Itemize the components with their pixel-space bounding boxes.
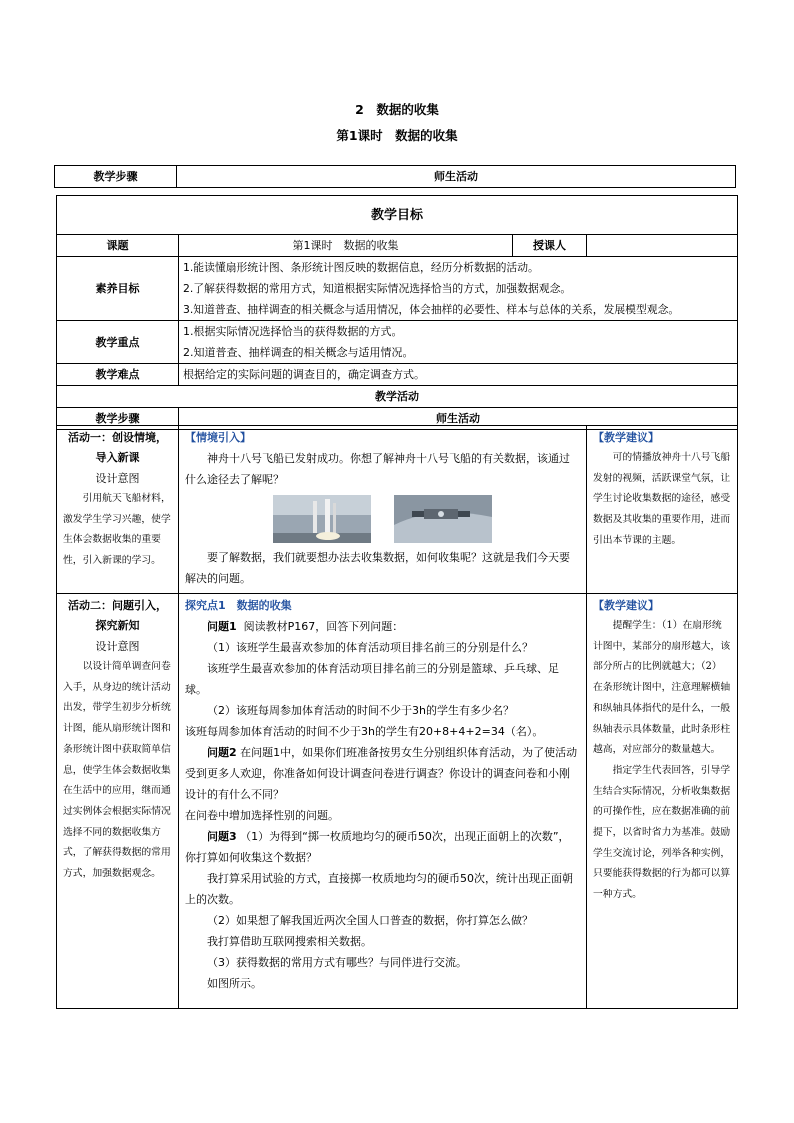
- activity2-suggestion-text-1: 提醒学生：（1）在扇形统计图中，某部分的扇形越大，该部分所占的比例就越大；（2）在条形统计图中，注意理解横轴和纵轴具体指代的是什么，一般纵轴表示具体数量，此时条形柱越高，对应部分的数量越大。: [593, 620, 731, 756]
- main-table: [56, 195, 738, 430]
- header-step-cell: 教学步骤: [55, 166, 177, 188]
- topic-label: 课题: [57, 235, 179, 257]
- activity1-content-cell: [179, 426, 587, 594]
- answer-3-part-2: 我打算借助互联网搜索相关数据。: [207, 935, 372, 948]
- difficult-points-value: 根据给定的实际问题的调查目的，确定调查方式。: [179, 364, 738, 386]
- lesson-title: 2 数据的收集: [355, 102, 439, 117]
- literacy-label: 素养目标: [57, 257, 179, 321]
- key-point-item: 1.根据实际情况选择恰当的获得数据的方式。: [183, 325, 403, 338]
- activity1-paragraph-1: 神舟十八号飞船已发射成功。你想了解神舟十八号飞船的有关数据，该通过什么途径去了解呢？: [185, 452, 570, 486]
- activities-table: [56, 425, 738, 1009]
- activity1-design-text: 引用航天飞船材料，激发学生学习兴趣，使学生体会数据收集的重要性，引入新课的学习。: [63, 493, 171, 567]
- key-points: [179, 321, 738, 364]
- activity1-design-label: 设计意图: [95, 472, 140, 485]
- literacy-goal-item: 2.了解获得数据的常用方式，知道根据实际情况选择恰当的方式，加强数据观念。: [183, 282, 572, 295]
- answer-2: 在问卷中增加选择性别的问题。: [185, 809, 339, 822]
- answer-3-part-1: 我打算采用试验的方式，直接掷一枚质地均匀的硬币50次，统计出现正面朝上的次数。: [185, 872, 573, 906]
- activity1-suggestion-text: 可的情播放神舟十八号飞船发射的视频，活跃课堂气氛，让学生讨论收集数据的途径，感受数据及其收集的重要作用，进而引出本节课的主题。: [593, 452, 731, 546]
- question-3-part-2: （2）如果想了解我国近两次全国人口普查的数据，你打算怎么做？: [207, 914, 533, 927]
- activity2-design-text: 以设计简单调查问卷入手，从身边的统计活动出发，带学生初步分析统计图，能从扇形统计图和条形统计图中获取简单信息，使学生体会数据收集在生活中的应用，继而通过实例体会根据实际情况选择不同的数据收集方式，了解获得数据的常用方式，加强数据观念。: [63, 661, 171, 880]
- activity1-paragraph-2: 要了解数据，我们就要想办法去收集数据，如何收集呢？这就是我们今天要解决的问题。: [185, 551, 570, 585]
- key-points-label: 教学重点: [57, 321, 179, 364]
- activity2-title: 活动二：问题引入，探究新知: [68, 599, 167, 632]
- situation-intro-tag: 【情境引入】: [185, 431, 251, 444]
- question-3-text: （1）为得到“掷一枚质地均匀的硬币50次，出现正面朝上的次数”，你打算如何收集这个数据？: [185, 830, 570, 864]
- activity2-suggestion-tag: 【教学建议】: [593, 599, 659, 612]
- literacy-goal-item: 3.知道普查、抽样调查的相关概念与适用情况，体会抽样的必要性、样本与总体的关系，发展模型观念。: [183, 303, 680, 316]
- answer-1-part-1: 该班学生最喜欢参加的体育活动项目排名前三的分别是篮球、乒乓球、足球。: [185, 662, 559, 696]
- activity2-design-label: 设计意图: [95, 640, 140, 653]
- question-3: [185, 826, 580, 868]
- activity1-title: 活动一：创设情境，导入新课: [68, 431, 167, 464]
- question-1-label: 问题1: [207, 620, 237, 633]
- question-2-label: 问题2: [207, 746, 237, 759]
- question-1: [185, 616, 580, 637]
- activities-section-title: 教学活动: [57, 386, 738, 408]
- spacecraft-photo: [394, 495, 492, 543]
- key-point-item: 2.知道普查、抽样调查的相关概念与适用情况。: [183, 346, 414, 359]
- activity2-suggestion-text-2: 指定学生代表回答，引导学生结合实际情况，分析收集数据的可操作性，应在数据准确的前提下，以省时省力为基准。鼓励学生交流讨论，列举各种实例，只要能获得数据的行为都可以算一种方式。: [593, 764, 731, 901]
- answer-1-part-2: 该班每周参加体育活动的时间不少于3h的学生有20+8+4+2=34（名）。: [185, 725, 544, 738]
- literacy-goals: [179, 257, 738, 321]
- answer-3-part-3: 如图所示。: [207, 977, 262, 990]
- header-table: [54, 165, 736, 188]
- literacy-goal-item: 1.能读懂扇形统计图、条形统计图反映的数据信息，经历分析数据的活动。: [183, 261, 539, 274]
- question-3-part-3: （3）获得数据的常用方式有哪些？与同伴进行交流。: [207, 956, 467, 969]
- header-activity-cell: 师生活动: [177, 166, 736, 188]
- question-2: [185, 742, 580, 805]
- activities-step-header: 教学步骤: [57, 408, 179, 430]
- explore-point-tag: 探究点1 数据的收集: [185, 599, 292, 612]
- activities-activity-header: 师生活动: [179, 408, 738, 430]
- teacher-label: 授课人: [513, 235, 587, 257]
- question-1-part-2: （2）该班每周参加体育活动的时间不少于3h的学生有多少名？: [207, 704, 514, 717]
- question-1-text: 阅读教材P167，回答下列问题：: [243, 620, 404, 633]
- topic-value: 第1课时 数据的收集: [179, 235, 513, 257]
- activity2-suggestion-cell: [587, 594, 738, 1009]
- teacher-value: [587, 235, 738, 257]
- objectives-section-title: 教学目标: [57, 196, 738, 235]
- lesson-subtitle: 第1课时 数据的收集: [336, 128, 458, 143]
- activity2-step-cell: [57, 594, 179, 1009]
- activity1-step-cell: [57, 426, 179, 594]
- difficult-points-label: 教学难点: [57, 364, 179, 386]
- activity1-suggestion-cell: [587, 426, 738, 594]
- question-1-part-1: （1）该班学生最喜欢参加的体育活动项目排名前三的分别是什么？: [207, 641, 533, 654]
- activity2-content-cell: [179, 594, 587, 1009]
- rocket-launch-photo: [273, 495, 371, 543]
- photo-row: [185, 490, 580, 547]
- activity1-suggestion-tag: 【教学建议】: [593, 431, 659, 444]
- question-2-text: 在问题1中，如果你们班准备按男女生分别组织体育活动，为了使活动受到更多人欢迎，你准备如何设计调查问卷进行调查？你设计的调查问卷和小刚设计的有什么不同？: [185, 746, 578, 801]
- question-3-label: 问题3: [207, 830, 237, 843]
